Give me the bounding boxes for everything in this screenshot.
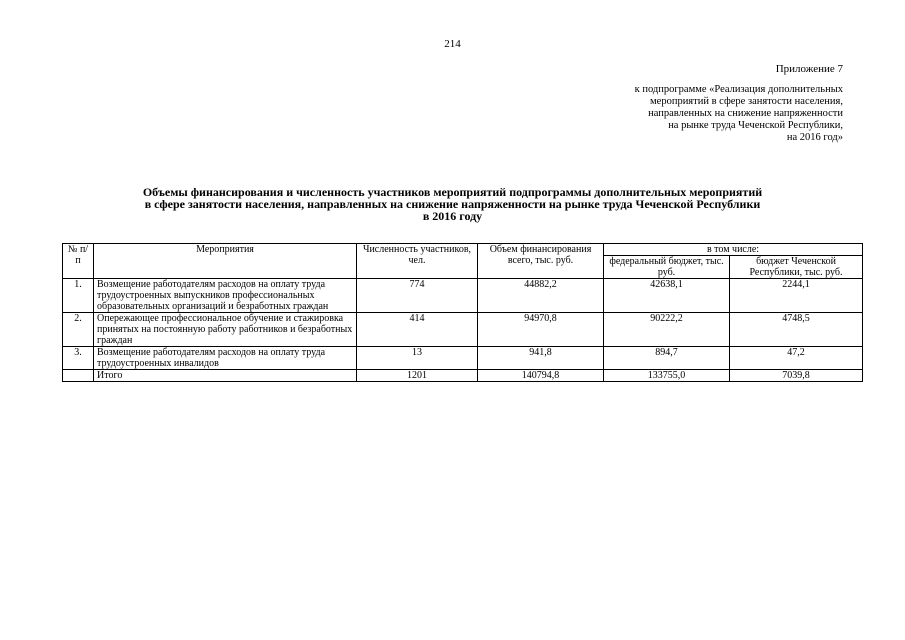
row-regional: 4748,5 xyxy=(730,313,863,347)
title-line: в сфере занятости населения, направленных на снижение напряженности на рынке труда Чеченской Республики xyxy=(144,197,761,211)
appendix-note-line: к подпрограмме «Реализация дополнительных xyxy=(634,84,843,95)
appendix-note-line: на рынке труда Чеченской Республики, xyxy=(668,120,843,131)
total-row xyxy=(63,370,863,382)
row-federal: 42638,1 xyxy=(604,279,730,313)
total-label: Итого xyxy=(94,370,357,382)
header-including: в том числе: xyxy=(604,244,863,256)
total-num-empty xyxy=(63,370,94,382)
row-activity: Опережающее профессиональное обучение и стажировка принятых на постоянную работу работников и безработных граждан xyxy=(94,313,357,347)
header-volume: Объем финансирования всего, тыс. руб. xyxy=(478,244,604,279)
header-regional: бюджет Чеченской Республики, тыс. руб. xyxy=(730,256,863,279)
row-activity: Возмещение работодателям расходов на оплату труда трудоустроенных инвалидов xyxy=(94,347,357,370)
document-title xyxy=(0,186,905,222)
total-participants: 1201 xyxy=(357,370,478,382)
row-volume: 94970,8 xyxy=(478,313,604,347)
title-line: в 2016 году xyxy=(422,209,483,223)
header-federal: федеральный бюджет, тыс. руб. xyxy=(604,256,730,279)
header-row xyxy=(63,244,863,256)
total-volume: 140794,8 xyxy=(478,370,604,382)
row-regional: 2244,1 xyxy=(730,279,863,313)
title-line: Объемы финансирования и численность участников мероприятий подпрограммы дополнительных мероприятий xyxy=(142,185,763,199)
appendix-note-line: на 2016 год» xyxy=(786,132,843,143)
financing-table xyxy=(62,243,863,382)
table-row xyxy=(63,347,863,370)
row-num: 2. xyxy=(63,313,94,347)
total-regional: 7039,8 xyxy=(730,370,863,382)
page-number: 214 xyxy=(444,38,461,50)
total-federal: 133755,0 xyxy=(604,370,730,382)
row-num: 3. xyxy=(63,347,94,370)
header-num: № п/п xyxy=(63,244,94,279)
appendix-note xyxy=(635,84,843,144)
appendix-note-line: мероприятий в сфере занятости населения, xyxy=(650,96,843,107)
row-federal: 90222,2 xyxy=(604,313,730,347)
appendix-title: Приложение 7 xyxy=(775,63,843,75)
row-participants: 13 xyxy=(357,347,478,370)
row-activity: Возмещение работодателям расходов на оплату труда трудоустроенных выпускников профессиональных образовательных организаций и безработных граждан xyxy=(94,279,357,313)
row-volume: 941,8 xyxy=(478,347,604,370)
row-regional: 47,2 xyxy=(730,347,863,370)
header-activity: Мероприятия xyxy=(94,244,357,279)
row-participants: 414 xyxy=(357,313,478,347)
header-participants: Численность участников, чел. xyxy=(357,244,478,279)
row-federal: 894,7 xyxy=(604,347,730,370)
row-participants: 774 xyxy=(357,279,478,313)
row-volume: 44882,2 xyxy=(478,279,604,313)
table-row xyxy=(63,313,863,347)
row-num: 1. xyxy=(63,279,94,313)
appendix-note-line: направленных на снижение напряженности xyxy=(648,108,843,119)
table-row xyxy=(63,279,863,313)
